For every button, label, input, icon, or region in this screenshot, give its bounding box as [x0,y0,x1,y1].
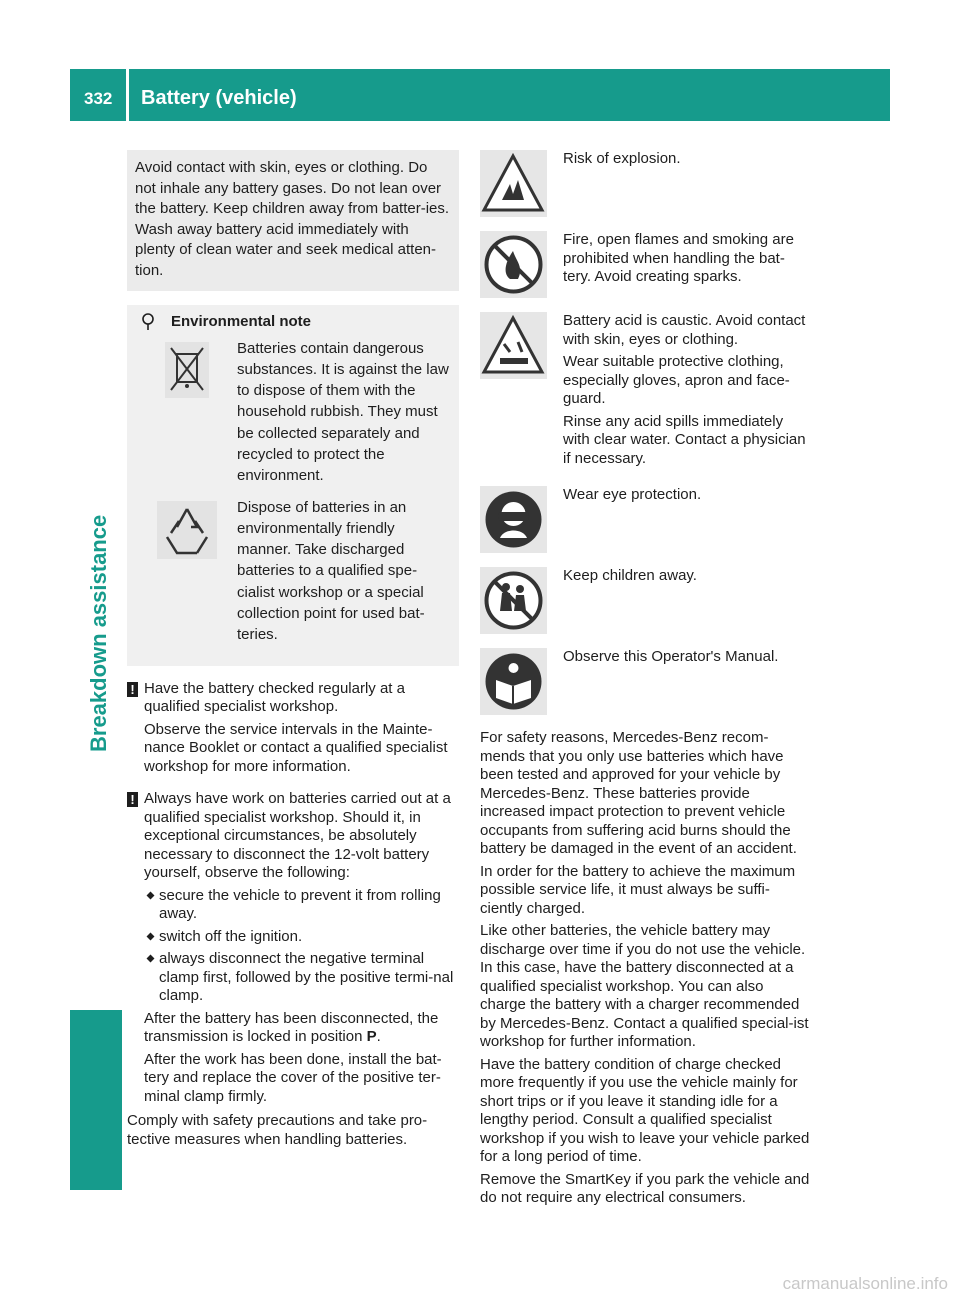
environmental-note-heading [137,313,449,332]
notice-block [127,680,459,777]
body-paragraph: Have the battery condition of charge checked more frequently if you use the vehicle mainly for short trips or if you leave it standing idle for a lengthy period. Consult a qualified specialist workshop if you wish to leave your vehicle parked for a long period of time. [480,1055,810,1165]
notice-text: Have the battery checked regularly at a qualified specialist workshop. [144,679,405,716]
symbol-row [480,150,812,217]
watermark: carmanualsonline.info [782,1274,948,1293]
symbol-text: Wear suitable protective clothing, especially gloves, apron and face-guard. [563,353,790,407]
symbol-row [480,312,812,472]
bullet-item: switch off the ignition. [144,928,459,947]
section-side-label: Breakdown assistance [86,514,111,752]
left-column [127,150,459,1149]
explosion-warning-icon [480,150,547,217]
symbol-text: Wear eye protection. [563,486,702,503]
symbol-text: Observe this Operator's Manual. [563,648,779,665]
symbol-text: Rinse any acid spills immediately with clear water. Contact a physician if necessary. [563,412,806,467]
crossed-bin-icon [165,342,209,398]
symbol-row [480,567,812,634]
env-item [137,338,449,487]
no-fire-smoking-icon [480,231,547,298]
page-title: Battery (vehicle) [141,87,297,109]
notice-subtext: Observe the service intervals in the Mainte-nance Booklet or contact a qualified specialist workshop for more information. [144,720,448,775]
body-paragraph: Like other batteries, the vehicle battery may discharge over time if you do not use the vehicle. In this case, have the battery disconnected at a qualified specialist workshop. You can also charge the battery with a charger recommended by Mercedes-Benz. Contact a qualified special-ist workshop for further information. [480,922,809,1050]
keep-children-away-icon [480,567,547,634]
symbol-row [480,648,812,715]
env-item-text: Dispose of batteries in an environmentally friendly manner. Take discharged batteries to a qualified spe-cialist workshop or a special collection point for used bat-teries. [237,498,425,644]
symbol-row [480,231,812,298]
after-disconnect-text: After the battery has been disconnected, the transmission is locked in position P. [144,1009,439,1046]
body-paragraph: For safety reasons, Mercedes-Benz recom-mends that you only use batteries which have been tested and approved for your vehicle by Mercedes-Benz. These batteries provide increased impact protection to prevent vehicle occupants from suffering acid burns should the battery be damaged in the event of an accident. [480,729,797,857]
bullet-item: always disconnect the negative terminal clamp first, followed by the positive termi-nal clamp. [144,950,459,1006]
body-paragraph: In order for the battery to achieve the maximum possible service life, it must always be suffi-ciently charged. [480,862,796,917]
bullet-item: secure the vehicle to prevent it from rolling away. [144,887,459,924]
eye-protection-icon [480,486,547,553]
recycle-icon [157,501,217,559]
lightbulb-icon [141,313,155,331]
notice-block [127,790,459,1106]
symbol-text: Battery acid is caustic. Avoid contact with skin, eyes or clothing. [563,312,806,348]
corrosive-warning-icon [480,312,547,379]
side-tab-block [70,1010,122,1190]
symbol-text: Keep children away. [563,567,697,584]
notice-text: Always have work on batteries carried out at a qualified specialist workshop. Should it, in exceptional circumstances, be absolutely necessary to disconnect the 12-volt battery yourself, observe the following: [144,790,451,882]
comply-text: Comply with safety precautions and take pro-tective measures when handling batteries. [127,1112,428,1148]
symbol-text: Fire, open flames and smoking are prohibited when handling the bat-tery. Avoid creating sparks. [563,231,794,285]
env-item [137,497,449,646]
env-item-text: Batteries contain dangerous substances. It is against the law to dispose of them with the household rubbish. They must be collected separately and recycled to protect the environment. [237,339,449,485]
page-number: 332 [84,89,113,108]
after-work-text: After the work has been done, install the bat-tery and replace the cover of the positive ter-minal clamp firmly. [144,1050,442,1105]
symbol-text: Risk of explosion. [563,150,681,167]
header-divider [126,69,129,121]
right-column [480,150,812,1212]
environmental-note-box [127,305,459,666]
warning-box: Avoid contact with skin, eyes or clothing. Do not inhale any battery gases. Do not lean over the battery. Keep children away from batter-ies. Wash away battery acid immediately with plenty of clean water and seek medical atten-tion. [127,150,459,291]
environmental-note-title: Environmental note [171,313,312,330]
symbol-row [480,486,812,553]
read-manual-icon [480,648,547,715]
body-paragraph: Remove the SmartKey if you park the vehicle and do not require any electrical consumers. [480,1170,810,1206]
exclamation-icon: ! [127,682,138,697]
exclamation-icon: ! [127,792,138,807]
